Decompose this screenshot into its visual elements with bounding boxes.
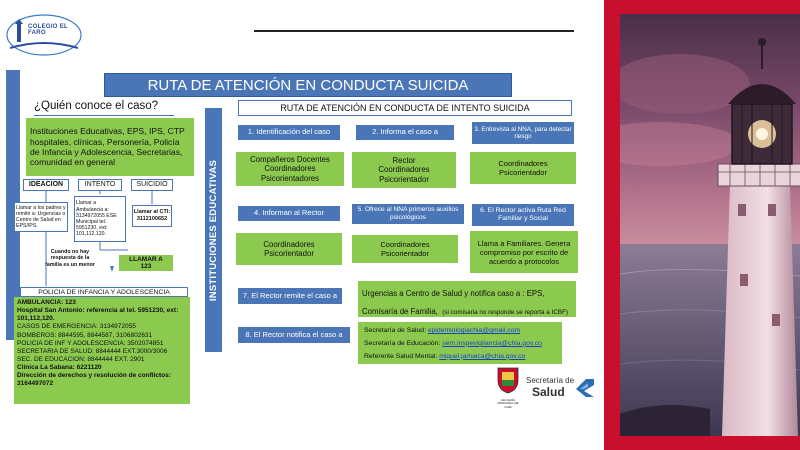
notify-email-link[interactable]: sem.inspevigilancia@chia.gov.co (442, 339, 542, 347)
contact-line: CASOS DE EMERGENCIA: 3134972055 (17, 323, 136, 331)
notify-contacts-box (358, 322, 562, 364)
step-6-label: 6. El Rector activa Ruta Red Familiar y Social (472, 204, 574, 226)
ideacion-instructions: Llamar a los padres y remitir a: Urgencias o Centro de Salud en EPS/IPS. (14, 202, 68, 232)
step-7-text: Urgencias a Centro de Salud y notifica caso a : EPS, Comisaría de Familia, (362, 289, 545, 316)
notify-row-educacion (364, 338, 556, 351)
step-7-note: (si comisaria no responde se reporta a ICBF) (442, 309, 568, 316)
contact-line: Dirección de derechos y resolución de conflictos: 3164497072 (17, 372, 171, 388)
call-123-box: LLAMAR A 123 (118, 254, 174, 272)
category-suicidio: SUICIDIO (131, 179, 173, 191)
instituciones-vertical-label: INSTITUCIONES EDUCATIVAS (208, 159, 219, 301)
step-2-result: Rector Coordinadores Psicorientador (352, 152, 456, 188)
contact-line: AMBULANCIA: 123 (17, 299, 76, 306)
contact-line: SEC. DE EDUCACION: 8844444 EXT. 2901 (17, 355, 145, 363)
step-1-result: Compañeros Docentes Coordinadores Psicorientadores (236, 152, 344, 186)
main-title: RUTA DE ATENCIÓN EN CONDUCTA SUICIDA (104, 73, 512, 97)
contact-line: Clinica La Sabana: 6221120 (17, 364, 102, 371)
step-3-label: 3. Entrevista al NNA, para detectar riesgo (472, 122, 574, 144)
contact-line: POLICIA DE INF Y ADOLESCENCIA: 3502074851 (17, 339, 164, 347)
step-2-label: 2. Informa el caso a (356, 125, 454, 140)
who-knows-heading: ¿Quién conoce el caso? (34, 100, 174, 116)
school-name: COLEGIO EL FARO (28, 24, 68, 36)
secretaria-salud-logo (526, 374, 598, 402)
suicidio-instructions: Llamar al CTI: 3112100652 (132, 205, 172, 227)
lighthouse-photo (620, 14, 800, 436)
notify-label: Secretaría de Educación: (364, 339, 441, 347)
category-ideacion: IDEACION (23, 179, 69, 191)
step-4-label: 4. Informan al Rector (238, 206, 340, 221)
intento-route-subtitle: RUTA DE ATENCIÓN EN CONDUCTA DE INTENTO SUICIDA (238, 100, 572, 116)
category-intento: INTENTO (78, 179, 122, 191)
alcaldia-text: ALCALDÍA MUNICIPAL DE CHÍA (497, 398, 519, 409)
coat-of-arms-icon (494, 366, 522, 394)
contact-line: BOMBEROS: 8844595, 8844587, 3106802631 (17, 331, 153, 339)
step-6-result: Llama a Familiares. Genera compromiso por escrito de acuerdo a protocolos (470, 231, 578, 273)
step-3-result: Coordinadores Psicorientador (470, 152, 576, 184)
notify-label: Referente Salud Mental: (364, 352, 438, 360)
step-5-label: 5. Ofrece al NNA primeros auxilios psicológicos (352, 204, 464, 224)
contact-line: SECRETARIA DE SALUD: 8844444 EXT.3000/3006 (17, 347, 168, 355)
instituciones-vertical-bar (205, 108, 222, 352)
who-knows-box (26, 118, 194, 176)
step-4-result: Coordinadores Psicorientador (236, 233, 342, 265)
contact-line: Hospital San Antonio: referencia al tel. 5951230, ext: 101,112,120. (17, 307, 179, 323)
no-response-note: Cuando no hay respuesta de la familia es un menor (45, 249, 95, 268)
notify-email-link[interactable]: epidemiologiachia@gmail.com (427, 327, 521, 334)
notify-label: Secretaría de Salud: (364, 327, 426, 334)
notify-email-link[interactable]: miguel.jamaica@chia.gov.co (439, 352, 526, 360)
notify-row-salud-mental (364, 351, 556, 364)
step-8-label: 8. El Rector notifica el caso a (238, 327, 350, 343)
health-logo-icon (574, 377, 596, 399)
school-logo (4, 8, 84, 58)
emergency-contacts-box (14, 297, 190, 404)
policia-title: POLICIA DE INFANCIA Y ADOLESCENCIA (20, 287, 188, 297)
step-7-label: 7. El Rector remite el caso a (238, 288, 342, 304)
notify-row-salud (364, 325, 556, 338)
secretaria-logo-line1: Secretaría de (526, 376, 575, 385)
step-5-result: Coordinadores Psicorientador (352, 235, 458, 263)
who-knows-text: Instituciones Educativas, EPS, IPS, CTP hospitales, clínicas, Personería, Policía de Infancia y Adolescencia, Secretarias, comunidad en general (30, 126, 185, 168)
lighthouse-scene-icon (620, 14, 800, 436)
alcaldia-logo (494, 366, 522, 409)
intento-instructions: Llamar a Ambulancia a: 3134972055 ESE Municipal tel. 5951230, ext: 101,112,120. (74, 196, 126, 242)
secretaria-logo-line2: Salud (532, 385, 565, 399)
header-rule (254, 30, 574, 32)
step-7-result (358, 281, 576, 317)
step-1-label: 1. Identificación del caso (238, 125, 340, 140)
